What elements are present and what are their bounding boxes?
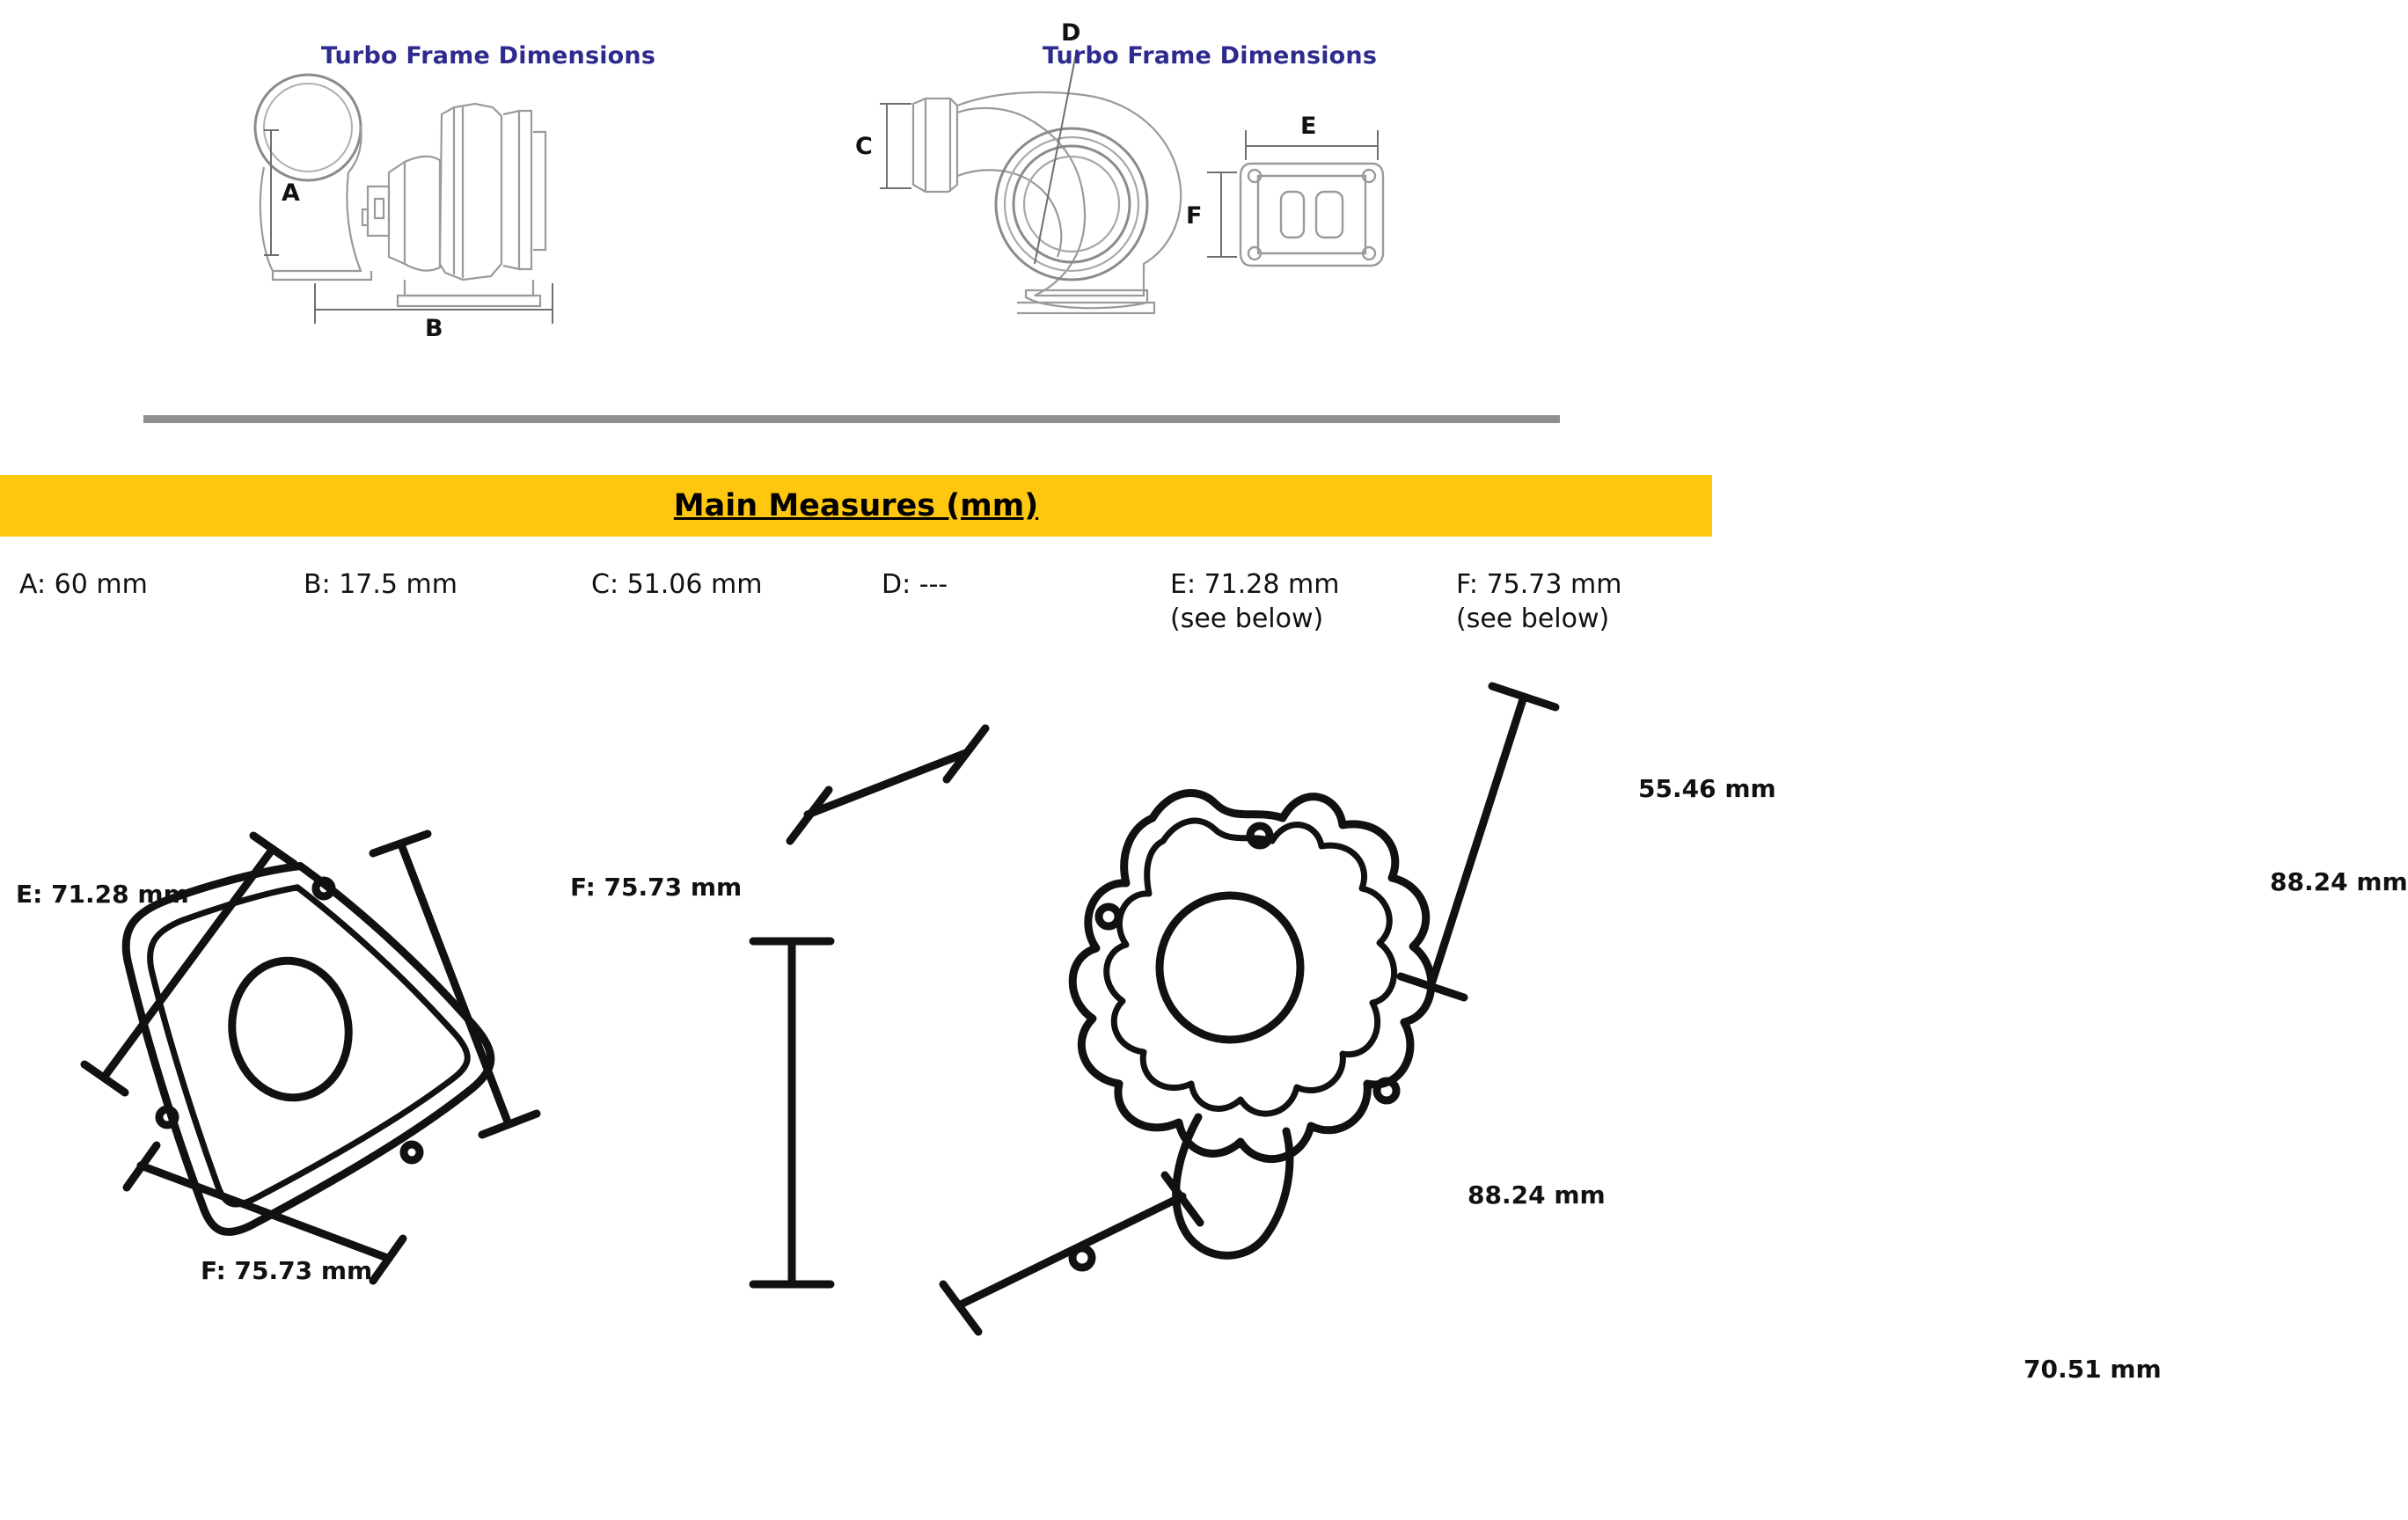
measure-b bbox=[304, 567, 457, 602]
turbo-side-view-panel bbox=[141, 0, 836, 413]
callout-d: D bbox=[1061, 19, 1081, 47]
irregular-flange-sketch bbox=[721, 677, 1712, 1520]
divider-rule bbox=[143, 415, 1560, 423]
measure-e bbox=[1170, 567, 1339, 636]
label-top-5546: 55.46 mm bbox=[1638, 774, 1776, 803]
main-measures-banner bbox=[0, 475, 1712, 537]
label-bottom-7051: 70.51 mm bbox=[2024, 1355, 2162, 1384]
triangular-flange-sketch bbox=[0, 677, 792, 1520]
label-left-8824: 88.24 mm bbox=[1467, 1180, 1606, 1209]
measure-f-note: (see below) bbox=[1456, 603, 1610, 634]
measure-d bbox=[882, 567, 948, 602]
flange-drawings bbox=[0, 677, 2408, 1520]
callout-b: B bbox=[425, 315, 443, 342]
triangular-flange-drawing bbox=[0, 677, 792, 1520]
panel-title-left: Turbo Frame Dimensions bbox=[320, 42, 656, 69]
panel-title-right: Turbo Frame Dimensions bbox=[1042, 42, 1378, 69]
label-f-right: F: 75.73 mm bbox=[570, 873, 743, 902]
measure-c bbox=[591, 567, 762, 602]
top-diagram-strip bbox=[0, 0, 1712, 440]
measures-row bbox=[0, 567, 1712, 664]
measure-c-value: C: 51.06 mm bbox=[591, 569, 763, 600]
callout-a: A bbox=[282, 179, 300, 207]
label-e-left: E: 71.28 mm bbox=[16, 880, 189, 909]
label-f-bottom: F: 75.73 mm bbox=[201, 1256, 373, 1285]
measure-e-value: E: 71.28 mm bbox=[1170, 569, 1340, 600]
callout-f: F bbox=[1186, 202, 1203, 230]
turbo-front-view-panel bbox=[845, 0, 1575, 413]
label-right-8824: 88.24 mm bbox=[2270, 867, 2408, 896]
measure-a bbox=[19, 567, 148, 602]
measure-e-note: (see below) bbox=[1170, 603, 1324, 634]
measure-f bbox=[1456, 567, 1621, 636]
measure-f-value: F: 75.73 mm bbox=[1456, 569, 1622, 600]
measure-b-value: B: 17.5 mm bbox=[304, 569, 458, 600]
callout-c: C bbox=[855, 133, 873, 160]
measure-a-value: A: 60 mm bbox=[19, 569, 148, 600]
measure-d-value: D: --- bbox=[882, 569, 948, 600]
banner-title: Main Measures (mm) bbox=[673, 488, 1039, 523]
irregular-flange-drawing bbox=[721, 677, 2408, 1520]
callout-e: E bbox=[1300, 113, 1317, 140]
